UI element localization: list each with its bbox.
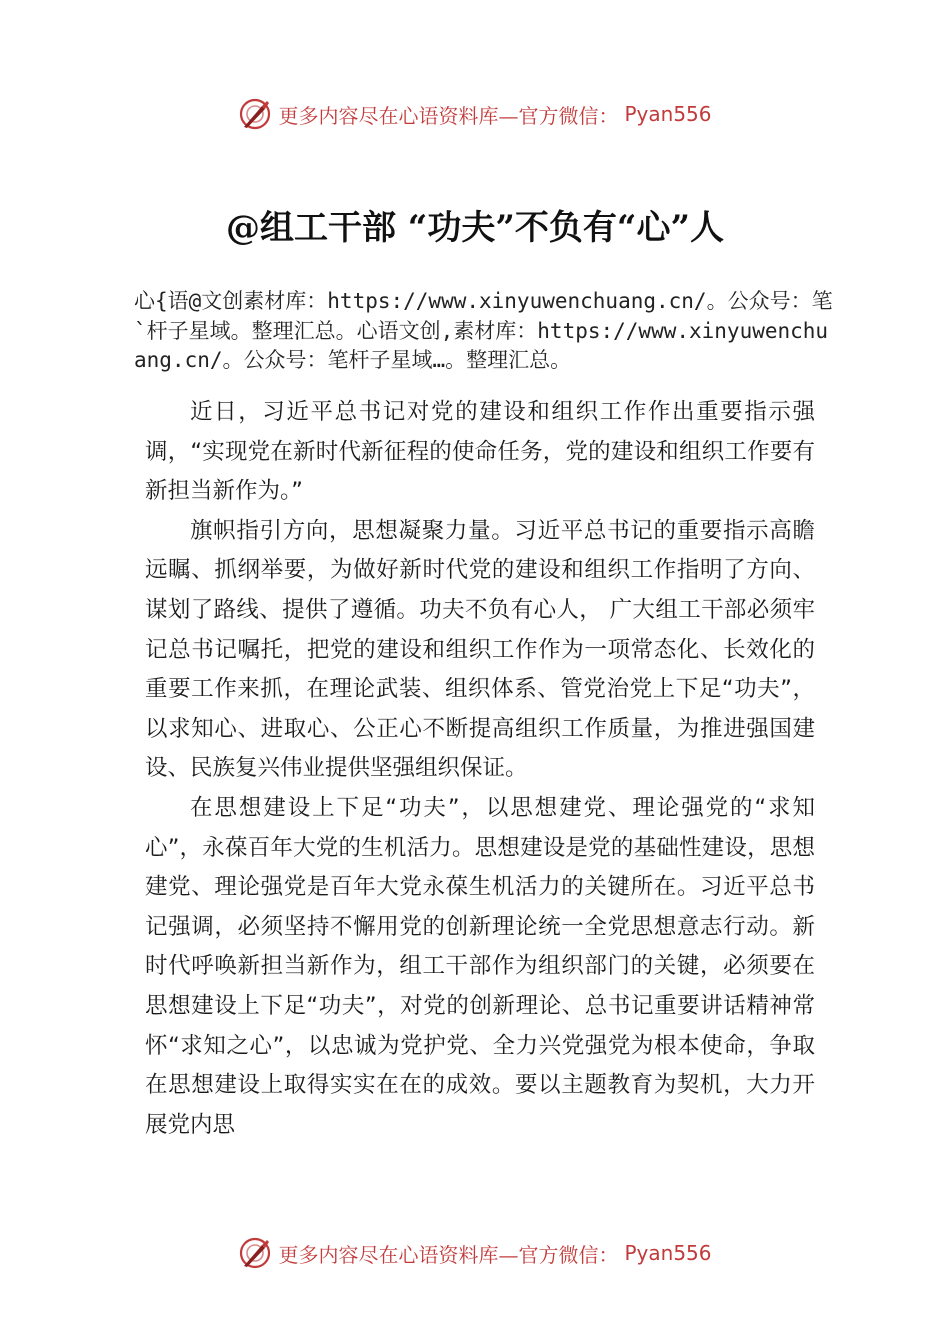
wechat-id: Pyan556	[624, 1241, 712, 1265]
banner-text: 更多内容尽在心语资料库—官方微信：	[278, 103, 619, 128]
header-banner	[0, 92, 950, 136]
brush-logo-icon	[238, 97, 272, 131]
paragraph: 旗帜指引方向，思想凝聚力量。习近平总书记的重要指示高瞻远瞩、抓纲举要，为做好新时代党的建设和组织工作指明了方向、谋划了路线、提供了遵循。功夫不负有心人， 广大组工干部必须牢记总书记嘱托，把党的建设和组织工作作为一项常态化、长效化的重要工作来抓，在理论武装、组织体系、管党治党上下足“功夫”，以求知心、进取心、公正心不断提高组织工作质量，为推进强国建设、民族复兴伟业提供坚强组织保证。	[145, 517, 815, 782]
wechat-id: Pyan556	[624, 102, 712, 126]
document-title: @组工干部 “功夫”不负有“心”人	[225, 208, 725, 248]
brush-logo-icon	[238, 1236, 272, 1270]
document-body	[145, 393, 815, 1145]
source-note: 心{语@文创素材库：https://www.xinyuwenchuang.cn/。公众号：笔`杆子星域。整理汇总。心语文创,素材库：https://www.xinyuwenchuang.cn/。公众号：笔杆子星域…。整理汇总。	[134, 289, 833, 372]
paragraph: 近日，习近平总书记对党的建设和组织工作作出重要指示强调，“实现党在新时代新征程的使命任务，党的建设和组织工作要有新担当新作为。”	[145, 399, 815, 505]
paragraph: 在思想建设上下足“功夫”，以思想建党、理论强党的“求知心”，永葆百年大党的生机活力。思想建设是党的基础性建设，思想建党、理论强党是百年大党永葆生机活力的关键所在。习近平总书记强调，必须坚持不懈用党的创新理论统一全党思想意志行动。新时代呼唤新担当新作为，组工干部作为组织部门的关键，必须要在思想建设上下足“功夫”，对党的创新理论、总书记重要讲话精神常怀“求知之心”，以忠诚为党护党、全力兴党强党为根本使命，争取在思想建设上取得实实在在的成效。要以主题教育为契机，大力开展党内思	[145, 794, 815, 1138]
banner-text: 更多内容尽在心语资料库—官方微信：	[278, 1242, 619, 1267]
footer-banner	[0, 1231, 950, 1275]
